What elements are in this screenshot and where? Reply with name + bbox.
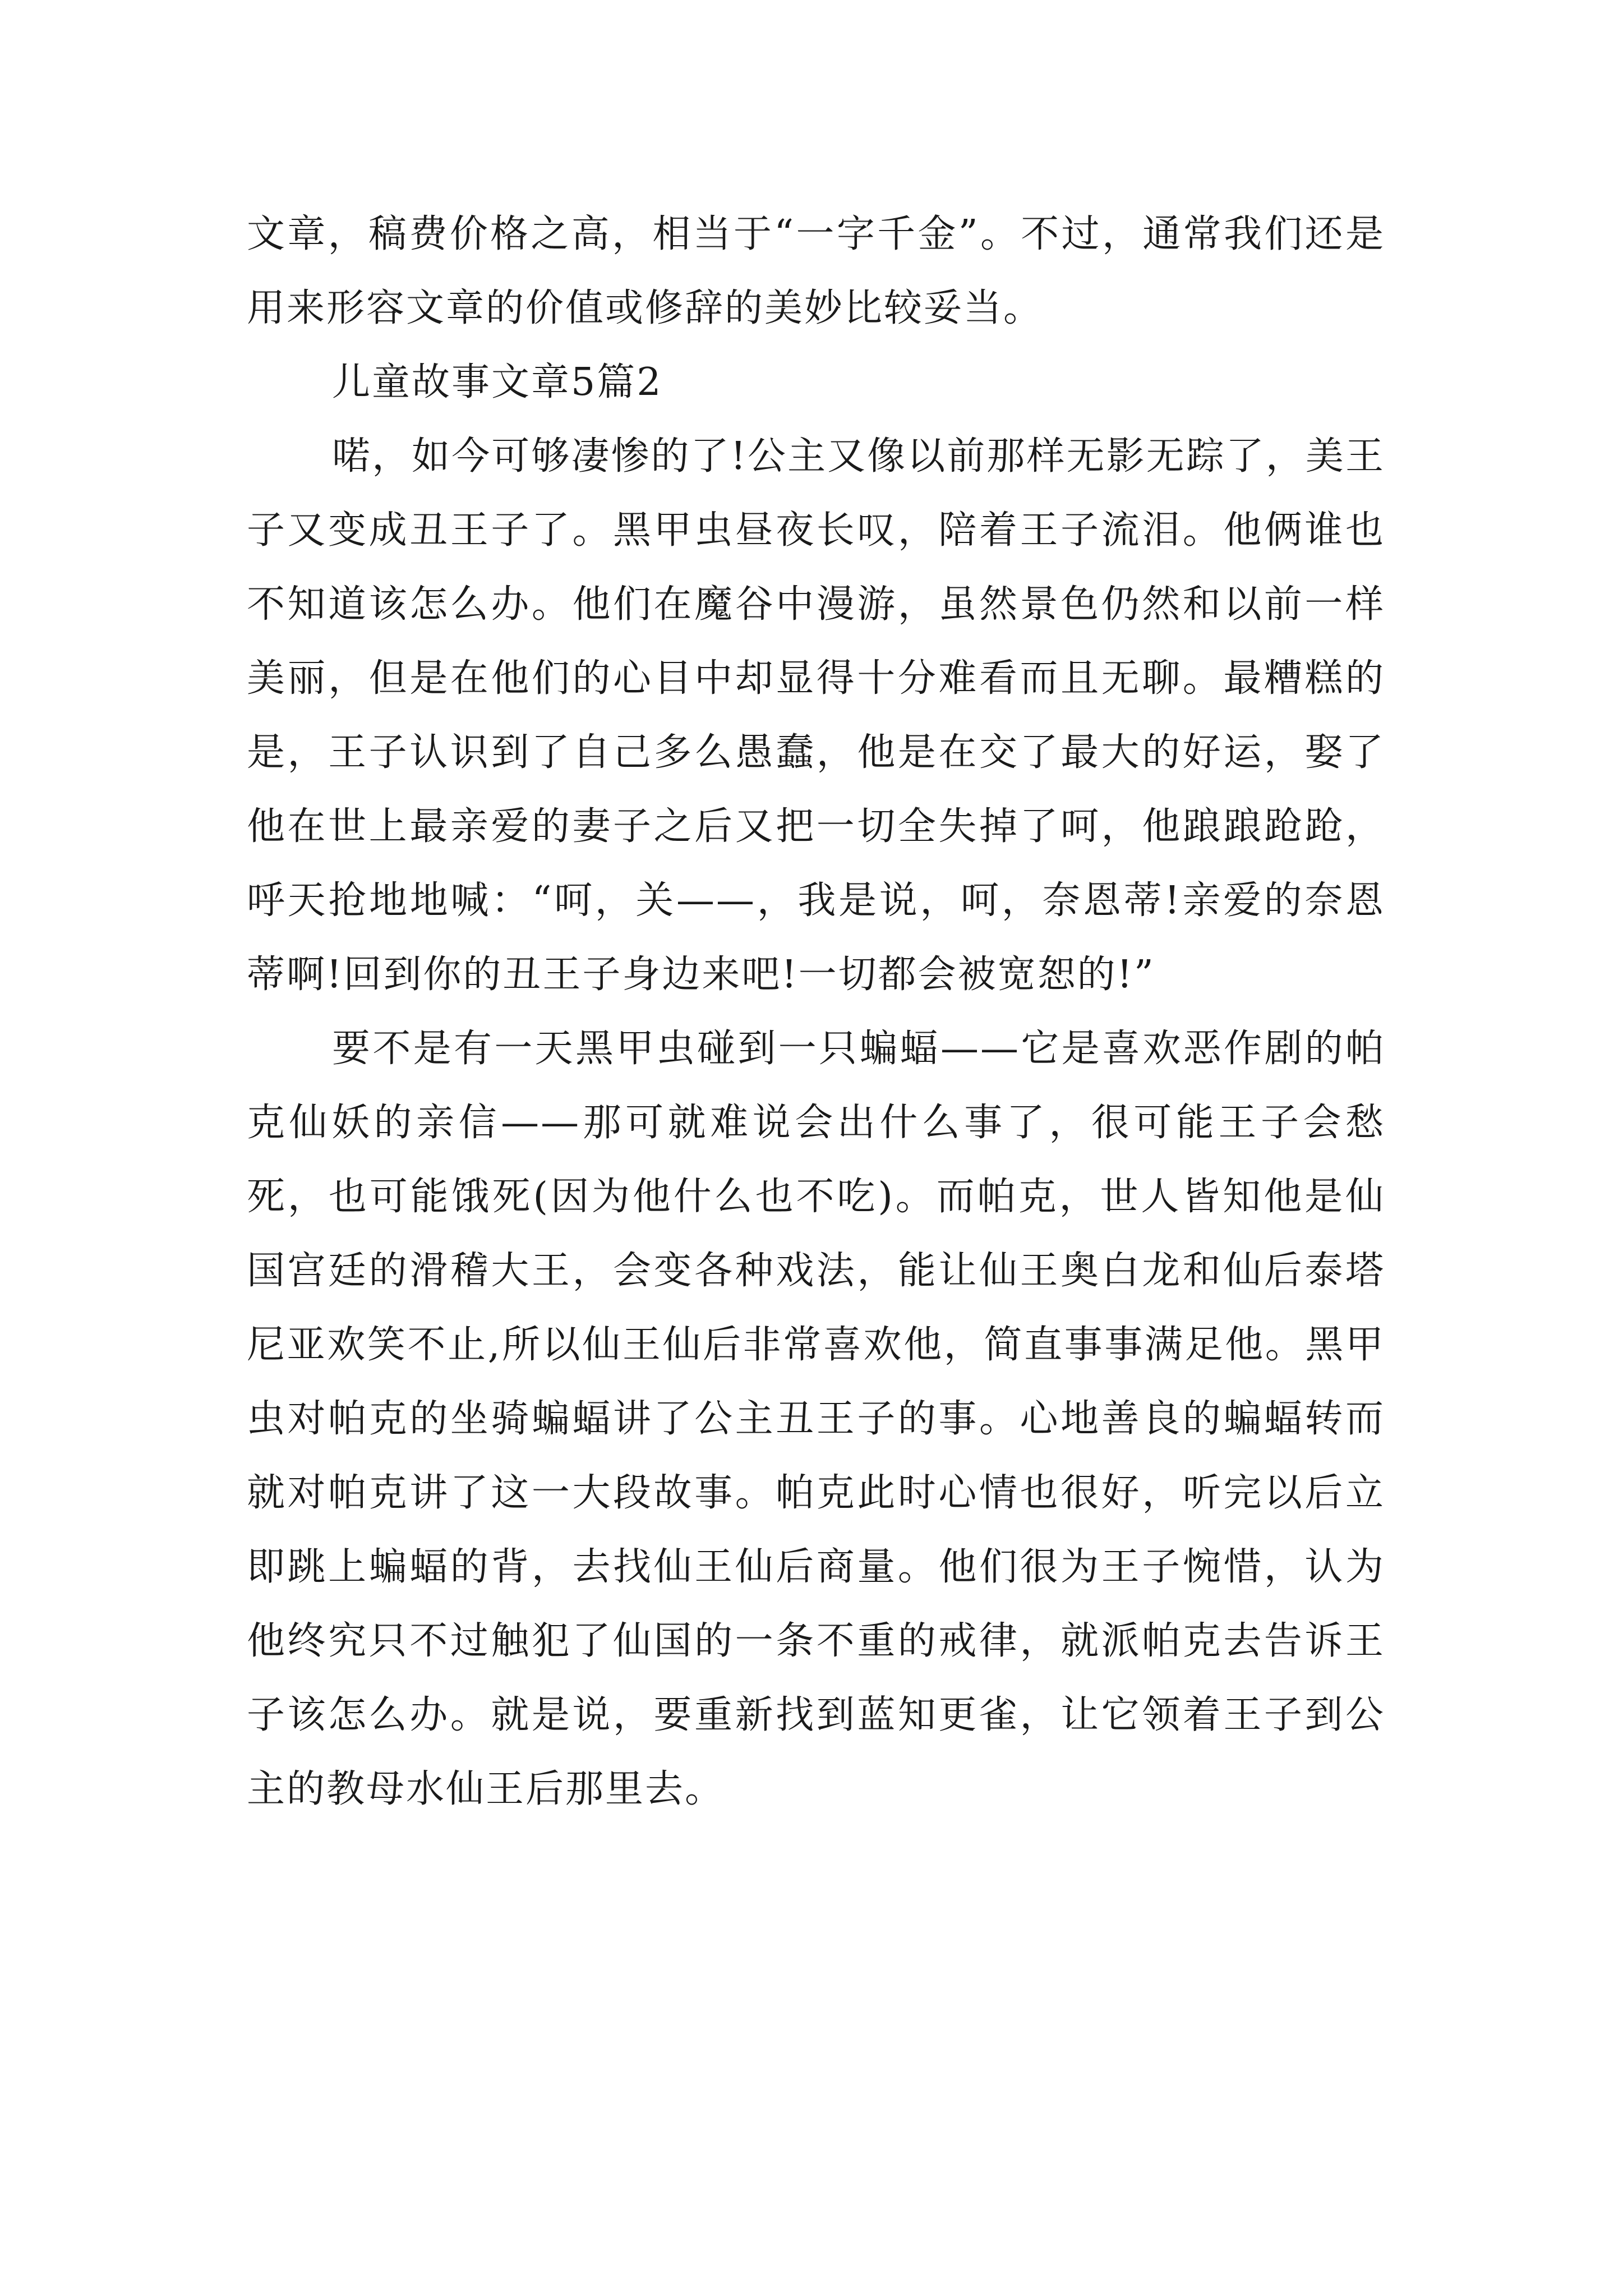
paragraph: 喏，如今可够凄惨的了!公主又像以前那样无影无踪了，美王子又变成丑王子了。黑甲虫昼夜长叹，陪着王子流泪。他俩谁也不知道该怎么办。他们在魔谷中漫游，虽然景色仍然和以前一样美丽，但是在他们的心目中却显得十分难看而且无聊。最糟糕的是，王子认识到了自己多么愚蠢，他是在交了最大的好运，娶了他在世上最亲爱的妻子之后又把一切全失掉了呵，他踉踉跄跄，呼天抢地地喊：“呵，关——，我是说，呵，奈恩蒂!亲爱的奈恩蒂啊!回到你的丑王子身边来吧!一切都会被宽恕的!” — [247, 434, 1385, 997]
paragraph: 要不是有一天黑甲虫碰到一只蝙蝠——它是喜欢恶作剧的帕克仙妖的亲信——那可就难说会出什么事了，很可能王子会愁死，也可能饿死(因为他什么也不吃)。而帕克，世人皆知他是仙国宫廷的滑稽大王，会变各种戏法，能让仙王奥白龙和仙后泰塔尼亚欢笑不止,所以仙王仙后非常喜欢他，简直事事满足他。黑甲虫对帕克的坐骑蝙蝠讲了公主丑王子的事。心地善良的蝙蝠转而就对帕克讲了这一大段故事。帕克此时心情也很好，听完以后立即跳上蝙蝠的背，去找仙王仙后商量。他们很为王子惋惜，认为他终究只不过触犯了仙国的一条不重的戒律，就派帕克去告诉王子该怎么办。就是说，要重新找到蓝知更雀，让它领着王子到公主的教母水仙王后那里去。 — [247, 1027, 1385, 1811]
paragraph-continuation: 文章，稿费价格之高，相当于“一字千金”。不过，通常我们还是用来形容文章的价值或修辞的美妙比较妥当。 — [247, 212, 1385, 330]
document-body — [247, 197, 1385, 1826]
section-heading: 儿童故事文章5篇2 — [332, 360, 663, 404]
